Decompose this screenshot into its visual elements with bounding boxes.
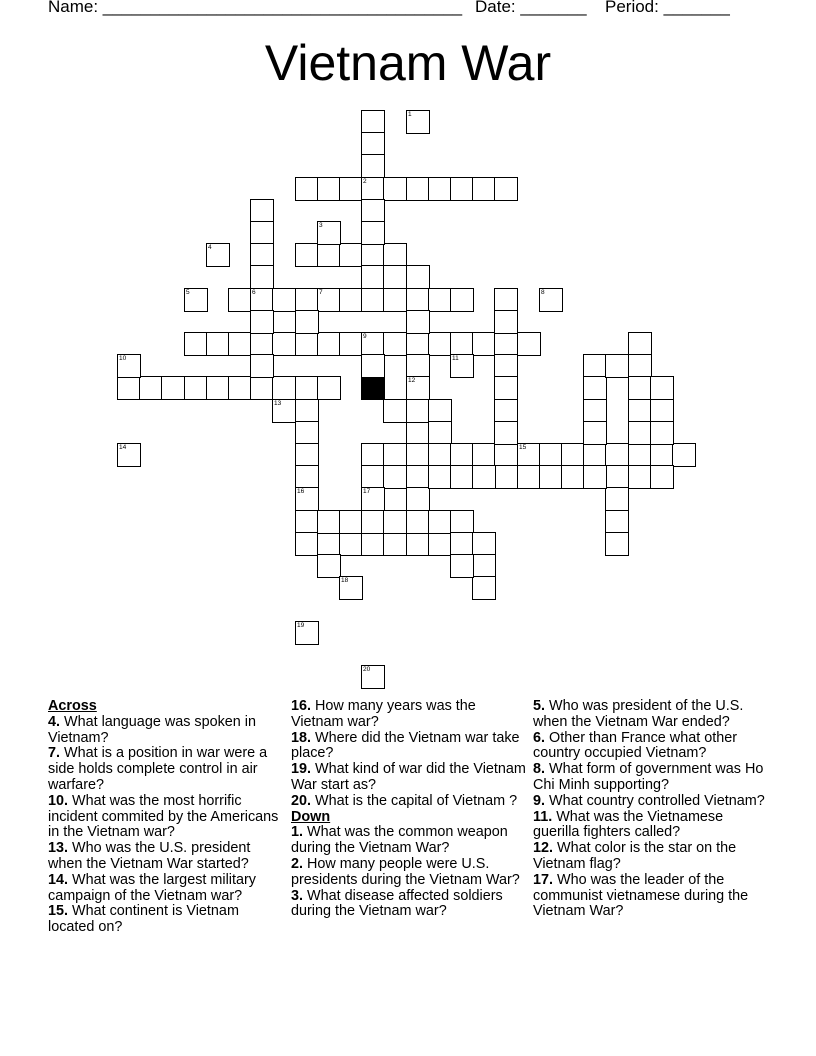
clue-number: 15	[519, 444, 527, 451]
clue-item	[48, 873, 284, 905]
grid-cell[interactable]	[317, 288, 341, 312]
grid-cell[interactable]	[228, 332, 252, 356]
clue-number: 9	[363, 333, 367, 340]
grid-cell[interactable]	[628, 421, 652, 445]
clue-number: 5	[186, 289, 190, 296]
grid-cell[interactable]	[383, 288, 407, 312]
name-field[interactable]: Name: ______________________________________	[48, 0, 463, 16]
grid-cell[interactable]	[472, 332, 496, 356]
grid-cell[interactable]	[317, 243, 341, 267]
grid-cell[interactable]	[472, 576, 496, 600]
grid-cell[interactable]	[250, 199, 274, 223]
grid-cell[interactable]	[184, 332, 208, 356]
clue-number-label: 11.	[533, 808, 553, 825]
clue-number-label: 2.	[291, 855, 304, 872]
grid-cell[interactable]	[272, 376, 296, 400]
clue-number: 2	[363, 178, 367, 185]
clue-item	[291, 825, 527, 857]
grid-cell[interactable]	[539, 443, 563, 467]
grid-cell[interactable]	[672, 443, 696, 467]
grid-cell[interactable]	[295, 510, 319, 534]
grid-cell[interactable]	[228, 376, 252, 400]
clue-item	[48, 715, 284, 747]
grid-cell[interactable]	[272, 288, 296, 312]
grid-cell[interactable]	[450, 332, 474, 356]
grid-cell[interactable]	[583, 354, 607, 378]
grid-cell[interactable]	[117, 443, 141, 467]
grid-cell[interactable]	[317, 221, 341, 245]
clue-text: Who was the leader of the communist vietnamese during the Vietnam War?	[533, 871, 749, 920]
grid-cell[interactable]	[450, 510, 474, 534]
clue-text: How many people were U.S. presidents during the Vietnam War?	[291, 855, 520, 888]
grid-cell[interactable]	[472, 443, 496, 467]
clue-text: Other than France what other country occupied Vietnam?	[533, 729, 737, 762]
down-heading: Down	[291, 808, 331, 825]
clue-number-label: 4.	[48, 713, 61, 730]
grid-cell[interactable]	[650, 421, 674, 445]
clue-item	[533, 873, 769, 920]
grid-cell[interactable]	[406, 354, 430, 378]
clue-number-label: 9.	[533, 792, 546, 809]
grid-cell[interactable]	[361, 288, 385, 312]
clue-text: What language was spoken in Vietnam?	[48, 713, 257, 746]
grid-cell[interactable]	[450, 554, 474, 578]
grid-cell[interactable]	[406, 288, 430, 312]
clue-number-label: 13.	[48, 840, 69, 857]
clue-number-label: 6.	[533, 729, 546, 746]
grid-cell[interactable]	[383, 399, 407, 423]
grid-cell[interactable]	[383, 332, 407, 356]
clues-column-3	[533, 699, 769, 920]
clue-number: 17	[363, 488, 371, 495]
clue-text: What was the largest military campaign of the Vietnam war?	[48, 871, 256, 904]
grid-cell[interactable]	[339, 332, 363, 356]
grid-cell[interactable]	[184, 288, 208, 312]
grid-cell[interactable]	[494, 376, 518, 400]
grid-cell[interactable]	[450, 354, 474, 378]
grid-cell[interactable]	[339, 243, 363, 267]
grid-cell[interactable]	[428, 177, 452, 201]
clue-number-label: 15.	[48, 903, 69, 920]
grid-cell[interactable]	[361, 443, 385, 467]
grid-cell[interactable]	[250, 221, 274, 245]
grid-cell[interactable]	[450, 465, 474, 489]
clue-text: Who was president of the U.S. when the Vietnam War ended?	[533, 698, 744, 730]
grid-cell[interactable]	[561, 443, 585, 467]
clue-text: What is a position in war were a side holds complete control in air warfare?	[48, 745, 268, 793]
grid-cell[interactable]	[605, 532, 629, 556]
clue-text: What was the common weapon during the Vietnam War?	[291, 824, 508, 857]
grid-cell[interactable]	[361, 332, 385, 356]
grid-cell[interactable]	[361, 510, 385, 534]
grid-cell[interactable]	[250, 265, 274, 289]
grid-cell[interactable]	[272, 332, 296, 356]
clue-number: 19	[297, 622, 305, 629]
grid-cell[interactable]	[494, 399, 518, 423]
grid-cell[interactable]	[361, 532, 385, 556]
clue-item	[533, 699, 769, 731]
clue-text: What color is the star on the Vietnam flag?	[533, 840, 737, 872]
grid-cell[interactable]	[317, 332, 341, 356]
grid-cell[interactable]	[339, 510, 363, 534]
grid-cell[interactable]	[472, 177, 496, 201]
grid-cell[interactable]	[317, 554, 341, 578]
grid-cell[interactable]	[383, 177, 407, 201]
grid-cell[interactable]	[361, 243, 385, 267]
page-title: Vietnam War	[264, 35, 552, 91]
clue-number-label: 7.	[48, 745, 61, 762]
grid-cell[interactable]	[583, 376, 607, 400]
grid-cell[interactable]	[406, 443, 430, 467]
grid-cell[interactable]	[206, 376, 230, 400]
grid-cell[interactable]	[383, 265, 407, 289]
grid-cell[interactable]	[295, 465, 319, 489]
grid-cell[interactable]	[494, 288, 518, 312]
grid-cell[interactable]	[583, 421, 607, 445]
grid-cell[interactable]	[250, 310, 274, 334]
grid-cell[interactable]	[295, 177, 319, 201]
grid-cell[interactable]	[250, 354, 274, 378]
grid-cell[interactable]	[228, 288, 252, 312]
clue-item	[48, 746, 284, 793]
grid-cell[interactable]	[605, 510, 629, 534]
clue-number-label: 16.	[291, 698, 312, 714]
clue-text: What was the Vietnamese guerilla fighters called?	[533, 808, 724, 841]
grid-cell[interactable]	[583, 443, 607, 467]
grid-cell[interactable]	[383, 532, 407, 556]
clue-item	[48, 841, 284, 873]
grid-cell[interactable]	[250, 332, 274, 356]
grid-cell[interactable]	[295, 487, 319, 511]
clue-number-label: 17.	[533, 871, 554, 888]
grid-cell[interactable]	[295, 532, 319, 556]
grid-cell[interactable]	[383, 510, 407, 534]
grid-cell[interactable]	[250, 376, 274, 400]
clue-item	[291, 857, 527, 889]
clue-number: 11	[452, 355, 459, 362]
grid-cell[interactable]	[628, 443, 652, 467]
grid-cell[interactable]	[295, 621, 319, 645]
grid-cell[interactable]	[361, 354, 385, 378]
grid-cell[interactable]	[317, 376, 341, 400]
clue-number-label: 19.	[291, 761, 312, 778]
clue-number-label: 20.	[291, 792, 312, 809]
grid-cell[interactable]	[517, 465, 541, 489]
clue-number: 13	[274, 400, 282, 407]
grid-cell[interactable]	[117, 354, 141, 378]
clue-number: 18	[341, 577, 349, 584]
clue-number: 3	[319, 222, 323, 229]
clue-number: 7	[319, 289, 323, 296]
grid-cell[interactable]	[161, 376, 185, 400]
grid-cell[interactable]	[383, 443, 407, 467]
clue-number: 12	[408, 377, 416, 384]
clue-text: Where did the Vietnam war take place?	[291, 729, 520, 762]
clue-number-label: 14.	[48, 871, 69, 888]
grid-cell[interactable]	[450, 443, 474, 467]
grid-cell[interactable]	[406, 376, 430, 400]
grid-cell[interactable]	[628, 354, 652, 378]
clue-number-label: 1.	[291, 824, 304, 841]
grid-cell[interactable]	[339, 288, 363, 312]
grid-cell[interactable]	[406, 310, 430, 334]
grid-cell[interactable]	[361, 177, 385, 201]
grid-cell[interactable]	[628, 376, 652, 400]
grid-cell[interactable]	[295, 243, 319, 267]
across-heading: Across	[48, 698, 97, 714]
clue-text: What kind of war did the Vietnam War start as?	[291, 761, 526, 793]
grid-cell[interactable]	[517, 443, 541, 467]
grid-cell[interactable]	[295, 443, 319, 467]
grid-cell[interactable]	[383, 465, 407, 489]
grid-cell[interactable]	[406, 265, 430, 289]
grid-cell[interactable]	[361, 465, 385, 489]
clue-item	[533, 762, 769, 794]
grid-cell[interactable]	[628, 332, 652, 356]
clue-item	[48, 794, 284, 841]
grid-cell[interactable]	[539, 465, 563, 489]
grid-cell[interactable]	[494, 354, 518, 378]
grid-cell[interactable]	[361, 265, 385, 289]
grid-cell[interactable]	[361, 110, 385, 134]
grid-cell[interactable]	[517, 332, 541, 356]
grid-cell[interactable]	[295, 376, 319, 400]
grid-cell[interactable]	[583, 399, 607, 423]
grid-cell[interactable]	[428, 510, 452, 534]
grid-cell[interactable]	[406, 532, 430, 556]
grid-cell[interactable]	[472, 554, 496, 578]
clue-text: What is the capital of Vietnam ?	[311, 792, 518, 809]
clue-item	[48, 904, 284, 936]
grid-cell[interactable]	[295, 288, 319, 312]
clue-number: 4	[208, 244, 212, 251]
grid-cell[interactable]	[494, 443, 518, 467]
grid-cell[interactable]	[184, 376, 208, 400]
grid-cell[interactable]	[406, 465, 430, 489]
grid-cell[interactable]	[317, 510, 341, 534]
grid-cell[interactable]	[450, 177, 474, 201]
grid-cell[interactable]	[428, 399, 452, 423]
grid-cell[interactable]	[117, 376, 141, 400]
clue-text: How many years was the Vietnam war?	[291, 698, 476, 730]
grid-cell[interactable]	[250, 243, 274, 267]
grid-cell[interactable]	[317, 177, 341, 201]
black-square	[361, 376, 385, 400]
clue-number: 14	[119, 444, 127, 451]
clue-item	[291, 794, 527, 810]
clue-number-label: 8.	[533, 761, 546, 778]
clue-number-label: 10.	[48, 792, 69, 809]
clue-text: What country controlled Vietnam?	[545, 792, 765, 809]
grid-cell[interactable]	[494, 421, 518, 445]
clue-item	[533, 794, 769, 810]
clue-number: 8	[541, 289, 545, 296]
clue-item	[291, 762, 527, 794]
clues-column-1	[48, 699, 284, 936]
grid-cell[interactable]	[361, 221, 385, 245]
clue-number-label: 18.	[291, 729, 312, 746]
clue-text: What form of government was Ho Chi Minh supporting?	[533, 761, 764, 793]
grid-cell[interactable]	[450, 532, 474, 556]
grid-cell[interactable]	[605, 354, 629, 378]
clue-number: 1	[408, 111, 412, 118]
clue-item	[291, 889, 527, 921]
grid-cell[interactable]	[361, 154, 385, 178]
grid-cell[interactable]	[406, 332, 430, 356]
grid-cell[interactable]	[650, 465, 674, 489]
grid-cell[interactable]	[406, 110, 430, 134]
grid-cell[interactable]	[428, 332, 452, 356]
grid-cell[interactable]	[383, 243, 407, 267]
grid-cell[interactable]	[139, 376, 163, 400]
grid-cell[interactable]	[295, 399, 319, 423]
grid-cell[interactable]	[206, 332, 230, 356]
grid-cell[interactable]	[406, 487, 430, 511]
grid-cell[interactable]	[628, 465, 652, 489]
clue-item	[533, 810, 769, 842]
grid-cell[interactable]	[650, 376, 674, 400]
grid-cell[interactable]	[650, 443, 674, 467]
grid-cell[interactable]	[494, 465, 518, 489]
grid-cell[interactable]	[428, 443, 452, 467]
grid-cell[interactable]	[605, 487, 629, 511]
grid-cell[interactable]	[272, 399, 296, 423]
grid-cell[interactable]	[361, 487, 385, 511]
grid-cell[interactable]	[250, 288, 274, 312]
grid-cell[interactable]	[361, 199, 385, 223]
grid-cell[interactable]	[339, 177, 363, 201]
grid-cell[interactable]	[583, 465, 607, 489]
clue-number-label: 5.	[533, 698, 546, 714]
clue-item	[291, 699, 527, 731]
grid-cell[interactable]	[361, 132, 385, 156]
grid-cell[interactable]	[494, 310, 518, 334]
grid-cell[interactable]	[650, 399, 674, 423]
clues-column-2	[291, 699, 527, 920]
grid-cell[interactable]	[472, 465, 496, 489]
grid-cell[interactable]	[406, 421, 430, 445]
clue-text: What disease affected soldiers during the Vietnam war?	[291, 887, 503, 920]
grid-cell[interactable]	[339, 576, 363, 600]
clue-text: Who was the U.S. president when the Vietnam War started?	[48, 840, 251, 872]
grid-cell[interactable]	[628, 399, 652, 423]
grid-cell[interactable]	[406, 399, 430, 423]
grid-cell[interactable]	[406, 510, 430, 534]
grid-cell[interactable]	[428, 421, 452, 445]
grid-cell[interactable]	[605, 465, 629, 489]
grid-cell[interactable]	[428, 532, 452, 556]
grid-cell[interactable]	[428, 288, 452, 312]
grid-cell[interactable]	[605, 443, 629, 467]
clue-item	[533, 731, 769, 763]
grid-cell[interactable]	[317, 532, 341, 556]
clue-number-label: 12.	[533, 840, 554, 857]
grid-cell[interactable]	[295, 332, 319, 356]
clue-number: 10	[119, 355, 127, 362]
date-field[interactable]: Date: _______	[475, 0, 587, 16]
grid-cell[interactable]	[494, 177, 518, 201]
grid-cell[interactable]	[339, 532, 363, 556]
grid-cell[interactable]	[361, 665, 385, 689]
grid-cell[interactable]	[494, 332, 518, 356]
clue-text: What was the most horrific incident commited by the Americans in the Vietnam war?	[48, 792, 279, 841]
grid-cell[interactable]	[539, 288, 563, 312]
grid-cell[interactable]	[472, 532, 496, 556]
grid-cell[interactable]	[295, 421, 319, 445]
clue-number-label: 3.	[291, 887, 304, 904]
grid-cell[interactable]	[450, 288, 474, 312]
clue-number: 6	[252, 289, 256, 296]
period-field[interactable]: Period: _______	[605, 0, 730, 16]
grid-cell[interactable]	[428, 465, 452, 489]
grid-cell[interactable]	[206, 243, 230, 267]
clue-text: What continent is Vietnam located on?	[48, 903, 239, 936]
clue-item	[533, 841, 769, 873]
grid-cell[interactable]	[406, 177, 430, 201]
clue-number: 20	[363, 666, 371, 673]
clue-number: 16	[297, 488, 305, 495]
grid-cell[interactable]	[295, 310, 319, 334]
clue-item	[291, 731, 527, 763]
grid-cell[interactable]	[561, 465, 585, 489]
